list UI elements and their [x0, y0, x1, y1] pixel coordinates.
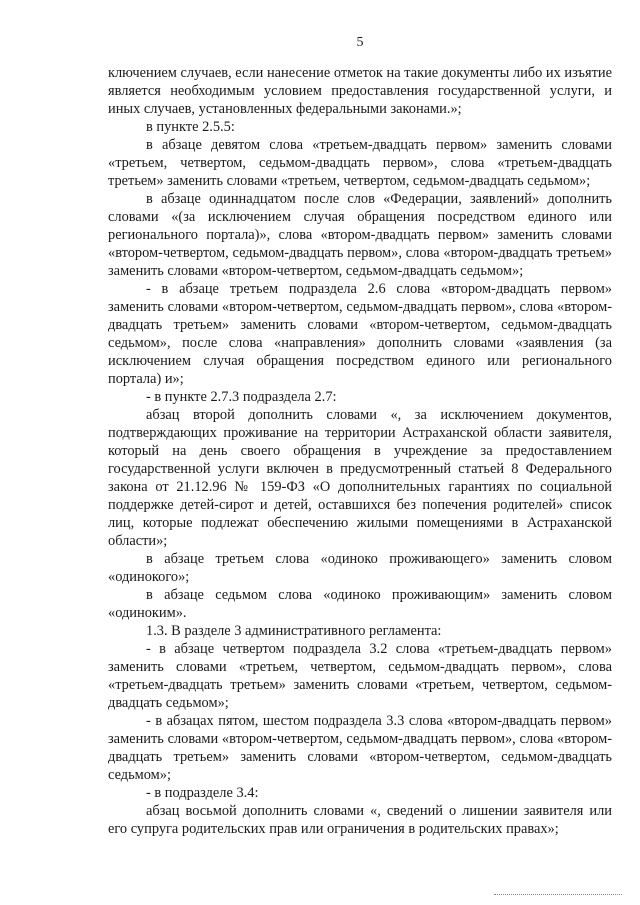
paragraph-abzats-9: в абзаце девятом слова «третьем-двадцать первом» заменить словами «третьем, четвертом, седьмом-двадцать первом», слова «третьем-двадцать третьем» заменить словами «третьем, четвертом, седьмом-двадцать седьмом»; — [108, 137, 612, 189]
paragraph-continuation: ключением случаев, если нанесение отметок на такие документы либо их изъятие является необходимым условием предоставления государственной услуги, и иных случаев, установленных федеральными законами.»; — [108, 65, 612, 117]
paragraph-subsection-3-3: - в абзацах пятом, шестом подраздела 3.3 слова «втором-двадцать первом» заменить словами «втором-четвертом, седьмом-двадцать первом», слова «втором-двадцать третьем» заменить словами «втором-четвертом, седьмом-двадцать седьмом»; — [108, 713, 612, 783]
paragraph-abzats-2: абзац второй дополнить словами «, за исключением документов, подтверждающих проживание на территории Астраханской области заявителя, который на день своего обращения в учреждение за предоставлением государственной услуги включен в предусмотренный статьей 8 Федерального закона от 21.12.96 № 159-ФЗ «О дополнительных гарантиях по социальной поддержке детей-сирот и детей, оставшихся без попечения родителей» список лиц, которые подлежат обеспечению жилыми помещениями в Астраханской области»; — [108, 407, 612, 549]
paragraph-subsection-2-6: - в абзаце третьем подраздела 2.6 слова «втором-двадцать первом» заменить словами «втором-четвертом, седьмом-двадцать первом», слова «втором-двадцать третьем» заменить словами «втором-четвертом, седьмом-двадцать седьмом», после слова «направления» дополнить словами «заявления (за исключением случая обращения посредством единого или регионального портала) и»; — [108, 281, 612, 387]
paragraph-section-1-3: 1.3. В разделе 3 административного регламента: — [146, 623, 442, 639]
paragraph-item-2-7-3: - в пункте 2.7.3 подраздела 2.7: — [146, 389, 337, 405]
paragraph-subsection-3-4: - в подразделе 3.4: — [146, 785, 259, 801]
paragraph-abzats-3: в абзаце третьем слова «одиноко проживающего» заменить словом «одинокого»; — [108, 551, 612, 585]
paragraph-abzats-8: абзац восьмой дополнить словами «, сведений о лишении заявителя или его супруга родительских прав или ограничения в родительских правах»; — [108, 803, 612, 837]
paragraph-subsection-3-2: - в абзаце четвертом подраздела 3.2 слова «третьем-двадцать первом» заменить словами «третьем, четвертом, седьмом-двадцать первом», слова «третьем-двадцать третьем» заменить словами «третьем, четвертом, седьмом-двадцать седьмом»; — [108, 641, 612, 711]
page-number: 5 — [356, 35, 364, 50]
paragraph-abzats-11: в абзаце одиннадцатом после слов «Федерации, заявлений» дополнить словами «(за исключением случая обращения посредством единого или регионального портала)», слова «втором-двадцать первом» заменить словами «втором-четвертом, седьмом-двадцать первом», слова «втором-двадцать третьем» заменить словами «втором-четвертом, седьмом-двадцать седьмом»; — [108, 191, 612, 279]
footer-dotted-line — [494, 894, 622, 895]
paragraph-item-2-5-5: в пункте 2.5.5: — [146, 119, 235, 135]
paragraph-abzats-7: в абзаце седьмом слова «одиноко проживающим» заменить словом «одиноким». — [108, 587, 612, 621]
